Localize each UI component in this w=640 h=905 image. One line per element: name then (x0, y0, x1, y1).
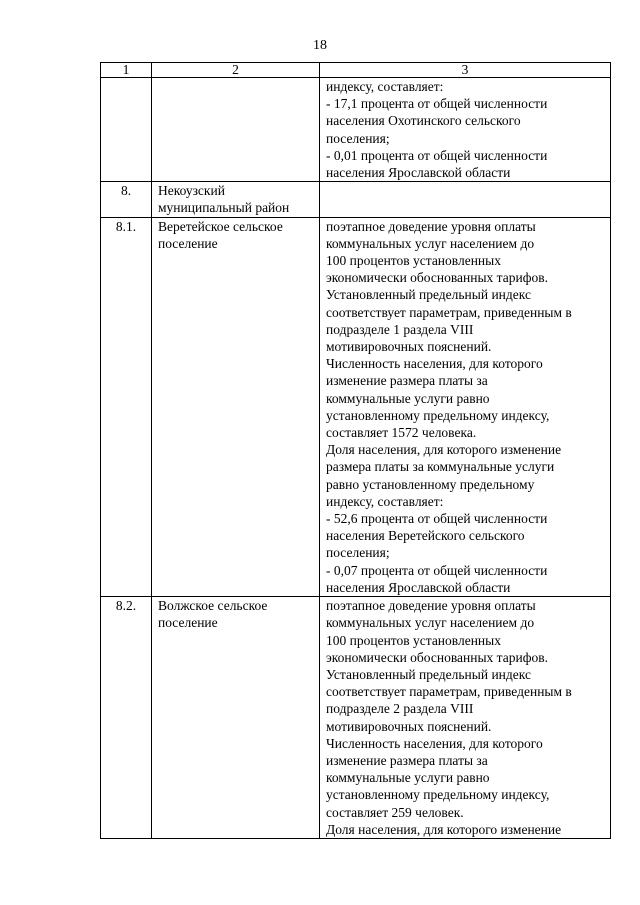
description-line: - 0,07 процента от общей численности (326, 562, 548, 578)
description-cell (320, 78, 611, 182)
description-cell (320, 597, 611, 839)
description-line: экономически обоснованных тарифов. (326, 649, 548, 665)
description-line: индексу, составляет: (326, 79, 444, 94)
description-line: изменение размера платы за (326, 752, 488, 768)
description-line: коммунальные услуги равно (326, 770, 490, 786)
page-number: 18 (313, 38, 327, 53)
description-line: составляет 1572 человека. (326, 425, 477, 441)
column-header-3: 3 (320, 63, 611, 78)
territory-name-cell (152, 182, 320, 217)
description-line: Установленный предельный индекс (326, 666, 531, 682)
column-header-1: 1 (101, 63, 152, 78)
description-line: поселения; (326, 545, 390, 561)
description-line: размера платы за коммунальные услуги (326, 459, 555, 475)
row-number-cell: 8. (101, 182, 152, 217)
description-line: установленному предельному индексу, (326, 407, 550, 423)
territory-name-line: Волжское сельское (158, 598, 268, 614)
territory-name-cell (152, 597, 320, 839)
description-line: 100 процентов установленных (326, 253, 501, 269)
description-line: соответствует параметрам, приведенным в (326, 684, 572, 700)
description-line: - 17,1 процента от общей численности (326, 96, 548, 112)
description-line: населения Охотинского сельского (326, 113, 521, 129)
description-line: мотивировочных пояснений. (326, 718, 492, 734)
description-line: равно установленному предельному (326, 476, 535, 492)
description-line: Установленный предельный индекс (326, 287, 531, 303)
table-row (101, 78, 611, 182)
description-line: экономически обоснованных тарифов. (326, 270, 548, 286)
description-cell (320, 217, 611, 596)
description-line: мотивировочных пояснений. (326, 339, 492, 355)
description-line: поэтапное доведение уровня оплаты (326, 598, 536, 614)
table-row (101, 217, 611, 596)
description-line: Численность населения, для которого (326, 356, 543, 372)
table-row (101, 182, 611, 217)
description-line: Численность населения, для которого (326, 735, 543, 751)
description-line: соответствует параметрам, приведенным в (326, 304, 572, 320)
territory-name-line: муниципальный район (158, 200, 290, 216)
description-line: установленному предельному индексу, (326, 787, 550, 803)
description-line: коммунальных услуг населением до (326, 615, 535, 631)
description-line: населения Ярославской области (326, 165, 511, 181)
row-number-cell: 8.2. (101, 597, 152, 839)
row-number-cell (101, 78, 152, 182)
description-line: - 52,6 процента от общей численности (326, 511, 548, 527)
description-line: - 0,01 процента от общей численности (326, 147, 548, 163)
description-line: населения Ярославской области (326, 579, 511, 595)
description-line: коммунальных услуг населением до (326, 235, 535, 251)
territory-name-line: Веретейское сельское (158, 218, 283, 234)
territory-name-cell (152, 78, 320, 182)
description-line: поэтапное доведение уровня оплаты (326, 218, 536, 234)
document-table (100, 62, 611, 839)
description-line: коммунальные услуги равно (326, 390, 490, 406)
description-line: Доля населения, для которого изменение (326, 442, 562, 458)
description-line: изменение размера платы за (326, 373, 488, 389)
description-line: составляет 259 человек. (326, 804, 464, 820)
description-line: подразделе 2 раздела VIII (326, 701, 474, 717)
description-cell (320, 182, 611, 217)
row-number-cell: 8.1. (101, 217, 152, 596)
territory-name-cell (152, 217, 320, 596)
table-header-row (101, 63, 611, 78)
description-line: населения Веретейского сельского (326, 528, 525, 544)
description-line: подразделе 1 раздела VIII (326, 321, 474, 337)
table-row (101, 597, 611, 839)
column-header-2: 2 (152, 63, 320, 78)
description-line: поселения; (326, 130, 390, 146)
territory-name-line: Некоузский (158, 183, 225, 199)
description-line: 100 процентов установленных (326, 632, 501, 648)
description-line: индексу, составляет: (326, 493, 444, 509)
description-line: Доля населения, для которого изменение (326, 821, 562, 837)
territory-name-line: поселение (158, 235, 218, 251)
territory-name-line: поселение (158, 615, 218, 631)
